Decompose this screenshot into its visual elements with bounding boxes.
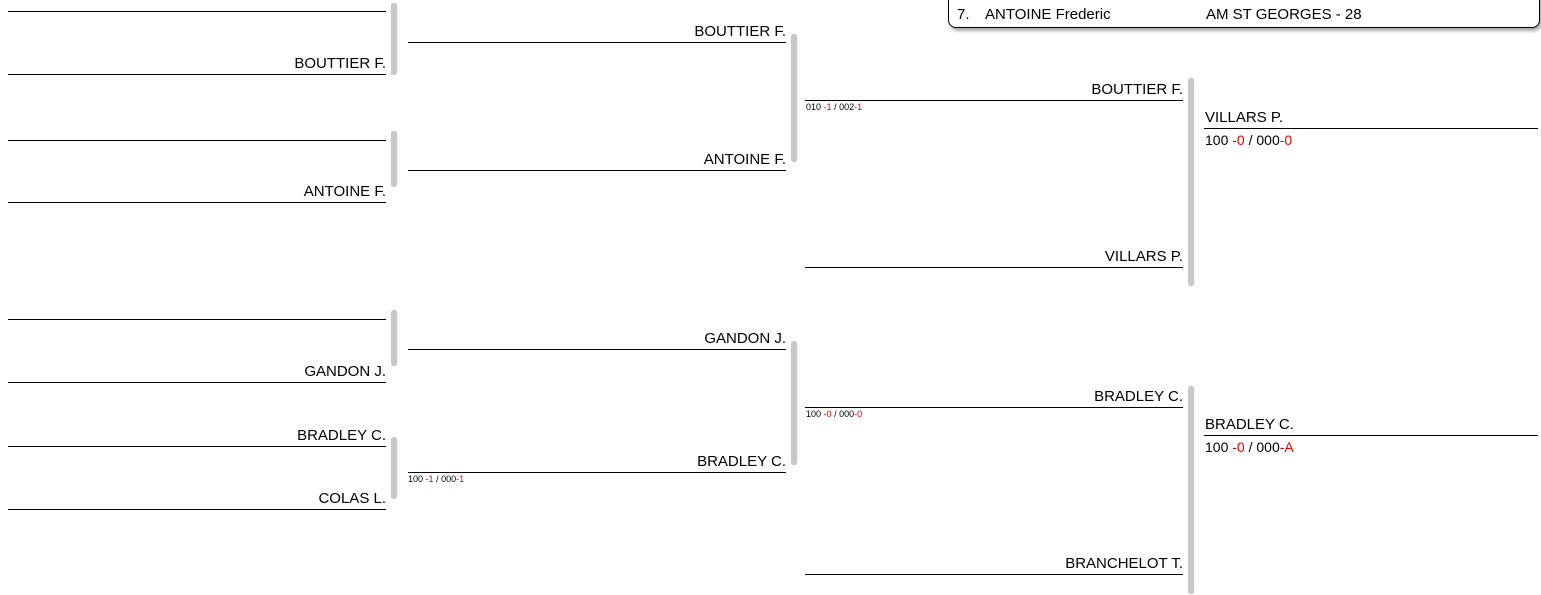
r3-match-2-score: 100 -0 / 000-0 xyxy=(806,409,863,419)
r2-slot-2-name: ANTOINE F. xyxy=(703,151,786,168)
r1-slot-6-name: GANDON J. xyxy=(304,363,386,380)
r3-slot-4-line xyxy=(805,574,1183,575)
r3-slot-2-line xyxy=(805,267,1183,268)
r2-match-4-score: 100 -1 / 000-1 xyxy=(408,474,465,484)
r1-bracket-2 xyxy=(391,131,396,187)
r1-bracket-3 xyxy=(391,310,396,366)
r3-match-1-score: 010 -1 / 002-1 xyxy=(806,102,863,112)
r1-slot-7-line xyxy=(8,446,386,447)
r2-slot-4-line xyxy=(408,472,786,473)
r2-slot-1-line xyxy=(408,42,786,43)
ranking-athlete-name: ANTOINE Frederic xyxy=(985,6,1111,23)
r1-slot-8-name: COLAS L. xyxy=(318,490,386,507)
r3-slot-1-name: BOUTTIER F. xyxy=(1091,81,1183,98)
ranking-athlete-club: AM ST GEORGES - 28 xyxy=(1206,6,1362,23)
r4-slot-1-name: VILLARS P. xyxy=(1205,109,1284,126)
r3-bracket-2 xyxy=(1188,386,1193,594)
ranking-rank: 7. xyxy=(957,6,970,23)
r3-slot-3-name: BRADLEY C. xyxy=(1094,388,1183,405)
r2-slot-4-name: BRADLEY C. xyxy=(697,453,786,470)
r1-slot-8-line xyxy=(8,509,386,510)
r1-slot-4-name: ANTOINE F. xyxy=(303,183,386,200)
r1-slot-7-name: BRADLEY C. xyxy=(297,427,386,444)
r3-slot-1-line xyxy=(805,100,1183,101)
r1-slot-5-line xyxy=(8,319,386,320)
r1-slot-1-line xyxy=(8,11,386,12)
r1-slot-4-line xyxy=(8,202,386,203)
r4-slot-2-score: 100 -0 / 000-A xyxy=(1205,439,1294,455)
r2-slot-3-name: GANDON J. xyxy=(704,330,786,347)
r2-bracket-2 xyxy=(791,341,796,465)
r3-slot-4-name: BRANCHELOT T. xyxy=(1065,555,1183,572)
r3-slot-3-line xyxy=(805,407,1183,408)
r3-bracket-1 xyxy=(1188,78,1193,286)
r2-bracket-1 xyxy=(791,34,796,162)
r1-slot-2-name: BOUTTIER F. xyxy=(294,55,386,72)
r1-bracket-1 xyxy=(391,3,396,75)
r1-slot-3-line xyxy=(8,140,386,141)
r4-slot-2-name: BRADLEY C. xyxy=(1205,416,1294,433)
r1-slot-2-line xyxy=(8,74,386,75)
r3-slot-2-name: VILLARS P. xyxy=(1104,248,1183,265)
ranking-info-box xyxy=(948,0,1540,28)
r2-slot-2-line xyxy=(408,170,786,171)
r2-slot-3-line xyxy=(408,349,786,350)
r4-slot-1-line xyxy=(1204,128,1538,129)
r2-slot-1-name: BOUTTIER F. xyxy=(694,23,786,40)
r1-slot-6-line xyxy=(8,382,386,383)
r4-slot-1-score: 100 -0 / 000-0 xyxy=(1205,132,1293,148)
r1-bracket-4 xyxy=(391,437,396,499)
r4-slot-2-line xyxy=(1204,435,1538,436)
